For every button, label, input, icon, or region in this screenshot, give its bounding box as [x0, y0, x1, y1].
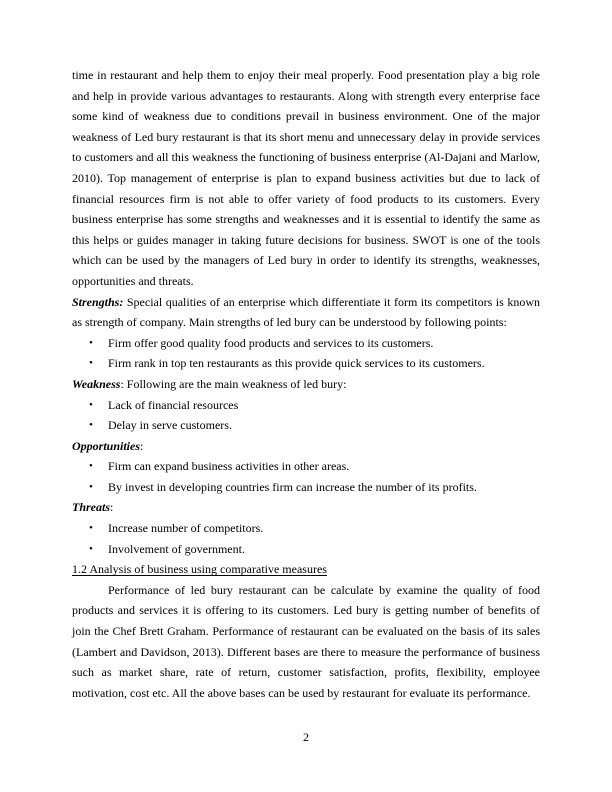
bullet-icon: •: [89, 419, 93, 432]
bullet-icon: •: [89, 460, 93, 473]
list-item-text: Firm can expand business activities in other areas.: [108, 459, 350, 474]
weakness-label: Weakness: [72, 376, 121, 391]
list-item-text: Increase number of competitors.: [108, 521, 264, 536]
opportunities-text: :: [140, 438, 144, 453]
list-item-text: Firm rank in top ten restaurants as this provide quick services to its customers.: [108, 356, 485, 371]
strengths-list: [72, 333, 540, 374]
list-item: [72, 518, 540, 539]
weakness-paragraph: [72, 374, 540, 395]
list-item: [72, 353, 540, 374]
list-item: [72, 456, 540, 477]
bullet-icon: •: [89, 357, 93, 370]
list-item: [72, 333, 540, 354]
page-number: 2: [303, 730, 309, 744]
weakness-text: : Following are the main weakness of led bury:: [120, 376, 347, 391]
threats-paragraph: [72, 497, 540, 518]
list-item: [72, 477, 540, 498]
list-item-text: By invest in developing countries firm can increase the number of its profits.: [108, 479, 477, 494]
strengths-label: Strengths:: [72, 294, 124, 309]
list-item-text: Firm offer good quality food products and services to its customers.: [108, 335, 434, 350]
opportunities-label: Opportunities: [72, 438, 141, 453]
opportunities-list: [72, 456, 540, 497]
strengths-paragraph: [72, 292, 540, 333]
weakness-list: [72, 395, 540, 436]
list-item: [72, 395, 540, 416]
section-heading: 1.2 Analysis of business using comparative measures: [72, 562, 327, 577]
threats-text: :: [110, 500, 114, 515]
bullet-icon: •: [89, 542, 93, 555]
list-item-text: Delay in serve customers.: [108, 418, 232, 433]
list-item: [72, 539, 540, 560]
bullet-icon: •: [89, 522, 93, 535]
section-paragraph: Performance of led bury restaurant can be calculate by examine the quality of food products and services it is offering to its customers. Led bury is getting number of benefits of join the Chef Brett Graham. Performance of restaurant can be evaluated on the basis of its sales (Lambert and Davidson, 2013). Different bases are there to measure the performance of business such as market share, rate of return, customer satisfaction, profits, flexibility, employee motivation, cost etc. All the above bases can be used by restaurant for evaluate its performance.: [72, 582, 540, 700]
bullet-icon: •: [89, 398, 93, 411]
page-content: [72, 65, 540, 703]
list-item-text: Lack of financial resources: [108, 397, 239, 412]
list-item: [72, 415, 540, 436]
bullet-icon: •: [89, 480, 93, 493]
list-item-text: Involvement of government.: [108, 541, 245, 556]
opportunities-paragraph: [72, 436, 540, 457]
strengths-text: Special qualities of an enterprise which differentiate it form its competitors is known as strength of company. Main strengths of led bury can be understood by following points:: [72, 294, 540, 330]
threats-list: [72, 518, 540, 559]
intro-paragraph: time in restaurant and help them to enjoy their meal properly. Food presentation play a big role and help in provide various advantages to restaurants. Along with strength every enterprise face some kind of weakness due to conditions prevail in business environment. One of the major weakness of Led bury restaurant is that its short menu and unnecessary delay in provide services to customers and all this weakness the functioning of business enterprise (Al-Dajani and Marlow, 2010). Top management of enterprise is plan to expand business activities but due to lack of financial resources firm is not able to offer variety of food products to its customers. Every business enterprise has some strengths and weaknesses and it is essential to identify the same as this helps or guides manager in taking future decisions for business. SWOT is one of the tools which can be used by the managers of Led bury in order to identify its strengths, weaknesses, opportunities and threats.: [72, 68, 540, 288]
threats-label: Threats: [72, 500, 111, 515]
bullet-icon: •: [89, 336, 93, 349]
